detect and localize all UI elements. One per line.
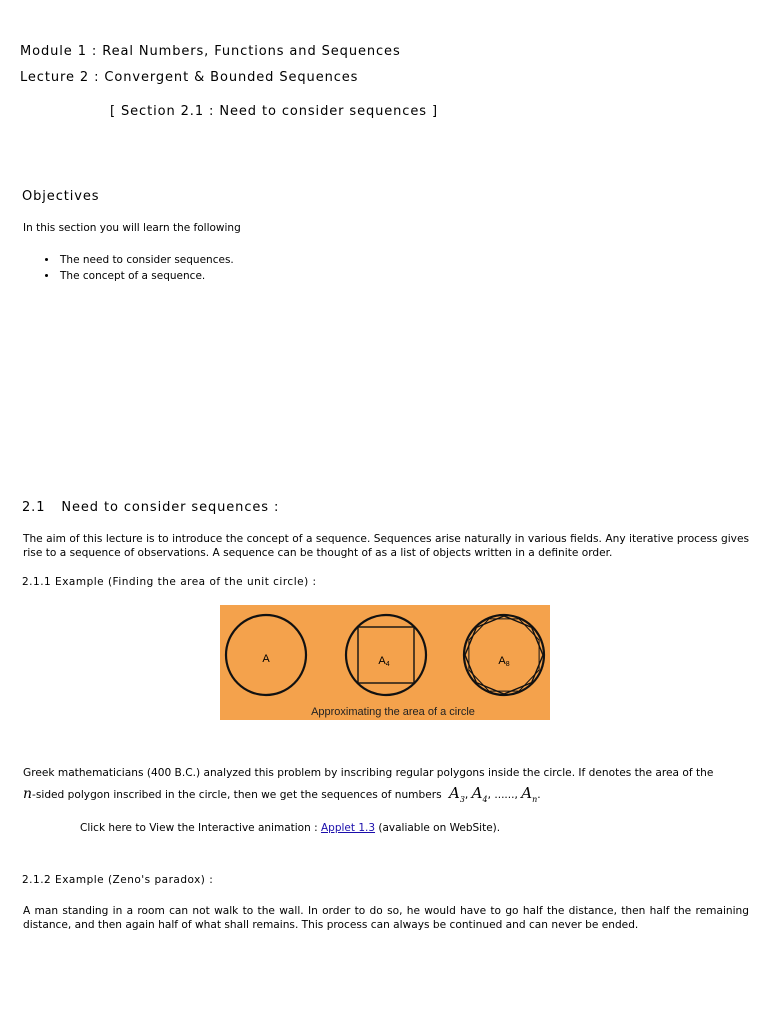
example1-text-line2: n-sided polygon inscribed in the circle, then we get the sequences of numbers $A_3$, $A_4$, ......, $A_n$.: [23, 784, 541, 804]
section-heading-text: Need to consider sequences :: [61, 500, 280, 515]
lecture-title: Lecture 2 : Convergent & Bounded Sequences: [20, 70, 359, 85]
example1-heading: 2.1.1 Example (Finding the area of the unit circle) :: [22, 576, 317, 588]
label-a4: A4: [378, 655, 390, 668]
list-item: • The concept of a sequence.: [58, 268, 234, 284]
seq-a4: $A_4$: [471, 784, 488, 804]
variable-n: n: [23, 786, 33, 802]
objectives-list: [24, 252, 234, 284]
label-a8: A8: [498, 655, 510, 668]
seq-a3: $A_3$: [448, 784, 465, 804]
section-intro: The aim of this lecture is to introduce the concept of a sequence. Sequences arise naturally in various fields. Any iterative process gives rise to a sequence of observations. A sequence can be thought of as a list of objects written in a definite order.: [23, 533, 749, 559]
example2-text: A man standing in a room can not walk to the wall. In order to do so, he would have to go half the distance, then half the remaining distance, and then again half of what shall remains. This process can always be continued and can never be ended.: [23, 905, 749, 931]
list-item: • The need to consider sequences.: [58, 252, 234, 268]
section-title: [ Section 2.1 : Need to consider sequences ]: [110, 104, 438, 119]
objectives-intro: In this section you will learn the following: [23, 222, 241, 234]
example2-heading: 2.1.2 Example (Zeno's paradox) :: [22, 874, 214, 886]
label-a: A: [262, 653, 270, 665]
applet-suffix: (avaliable on WebSite).: [378, 822, 501, 834]
module-title: Module 1 : Real Numbers, Functions and Sequences: [20, 44, 401, 59]
section-heading: [22, 500, 279, 515]
objectives-heading: Objectives: [22, 189, 100, 204]
seq-an: $A_n$: [521, 784, 538, 804]
applet-line: [80, 822, 500, 834]
section-number: 2.1: [22, 500, 46, 515]
applet-prefix: Click here to View the Interactive animation :: [80, 822, 318, 834]
example1-text-line1: Greek mathematicians (400 B.C.) analyzed this problem by inscribing regular polygons inside the circle. If denotes the area of the: [23, 767, 714, 779]
figure-caption: Approximating the area of a circle: [311, 706, 475, 718]
applet-link[interactable]: Applet 1.3: [320, 822, 376, 834]
circle-approximation-figure: [220, 605, 550, 720]
